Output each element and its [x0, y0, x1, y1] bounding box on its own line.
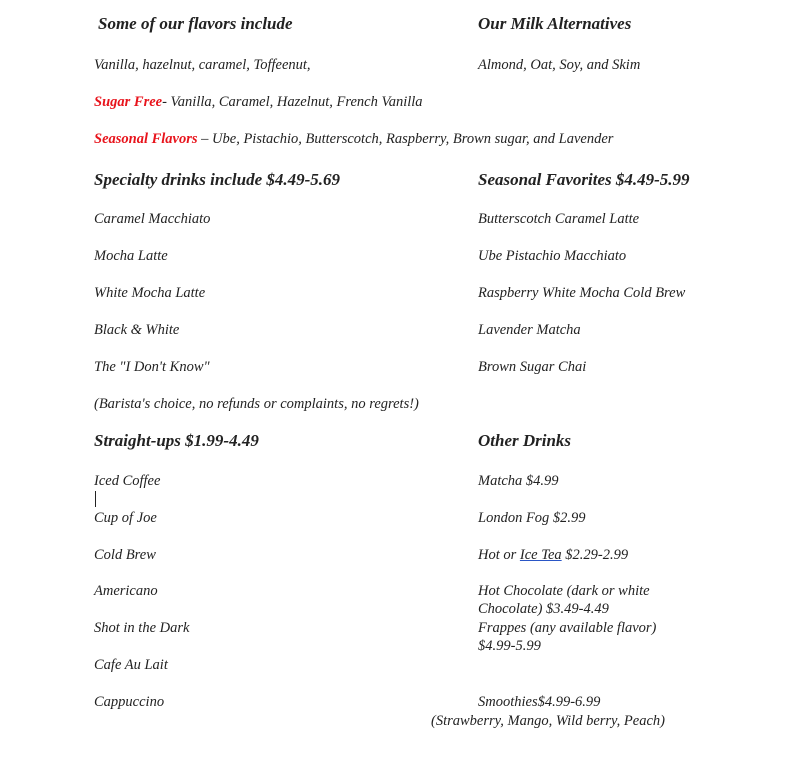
ice-tea-link[interactable]: Ice Tea	[519, 547, 562, 563]
seasonal-favorites-heading: Seasonal Favorites $4.49-5.99	[478, 170, 690, 189]
seasonal-favorite-item: Brown Sugar Chai	[478, 359, 587, 375]
flavors-heading: Some of our flavors include	[98, 14, 293, 33]
specialty-item: Mocha Latte	[94, 248, 168, 264]
milk-heading: Our Milk Alternatives	[478, 14, 632, 33]
seasonal-favorite-item: Raspberry White Mocha Cold Brew	[478, 285, 686, 301]
specialty-item: White Mocha Latte	[94, 285, 206, 301]
sugar-free-label: Sugar Free	[94, 94, 163, 110]
seasonal-flavors-list: – Ube, Pistachio, Butterscotch, Raspberry, Brown sugar, and Lavender	[197, 131, 614, 147]
other-drinks-heading: Other Drinks	[478, 431, 572, 450]
seasonal-favorite-item: Butterscotch Caramel Latte	[478, 211, 640, 227]
other-frappes-2: $4.99-5.99	[478, 638, 541, 654]
straight-up-item: Cup of Joe	[94, 510, 157, 526]
sugar-free-line	[94, 93, 423, 112]
other-hot-chocolate-1: Hot Chocolate (dark or white	[478, 583, 650, 599]
seasonal-flavors-line	[94, 130, 613, 149]
sugar-free-list: - Vanilla, Caramel, Hazelnut, French Vanilla	[162, 94, 423, 110]
other-frappes-1: Frappes (any available flavor)	[478, 620, 657, 636]
other-hot-chocolate-2: Chocolate) $3.49-4.49	[478, 601, 609, 617]
hot-or-text: Hot or	[478, 547, 520, 563]
straight-up-item: Shot in the Dark	[94, 620, 190, 636]
seasonal-favorite-item: Ube Pistachio Macchiato	[478, 248, 627, 264]
specialty-item: Black & White	[94, 322, 180, 338]
straight-up-item: Americano	[94, 583, 158, 599]
seasonal-favorite-item: Lavender Matcha	[478, 322, 581, 338]
text-cursor	[95, 491, 96, 507]
specialty-item: The "I Don't Know"	[94, 359, 210, 375]
other-smoothie-flavors: (Strawberry, Mango, Wild berry, Peach)	[431, 713, 665, 729]
other-matcha: Matcha $4.99	[478, 473, 559, 489]
straight-up-item: Iced Coffee	[94, 473, 161, 489]
straight-up-item: Cafe Au Lait	[94, 657, 168, 673]
tea-price: $2.29-2.99	[561, 547, 629, 563]
specialty-heading: Specialty drinks include $4.49-5.69	[94, 170, 341, 189]
milk-list: Almond, Oat, Soy, and Skim	[478, 57, 641, 73]
straight-up-item: Cappuccino	[94, 694, 165, 710]
other-smoothies: Smoothies$4.99-6.99	[478, 694, 601, 710]
flavors-list: Vanilla, hazelnut, caramel, Toffeenut,	[94, 57, 311, 73]
specialty-item: Caramel Macchiato	[94, 211, 211, 227]
straight-up-item: Cold Brew	[94, 547, 156, 563]
other-tea-line	[478, 546, 628, 565]
seasonal-flavors-label: Seasonal Flavors	[94, 131, 198, 147]
specialty-note: (Barista's choice, no refunds or complaints, no regrets!)	[94, 396, 419, 412]
straight-ups-heading: Straight-ups $1.99-4.49	[94, 431, 259, 450]
other-london-fog: London Fog $2.99	[478, 510, 586, 526]
